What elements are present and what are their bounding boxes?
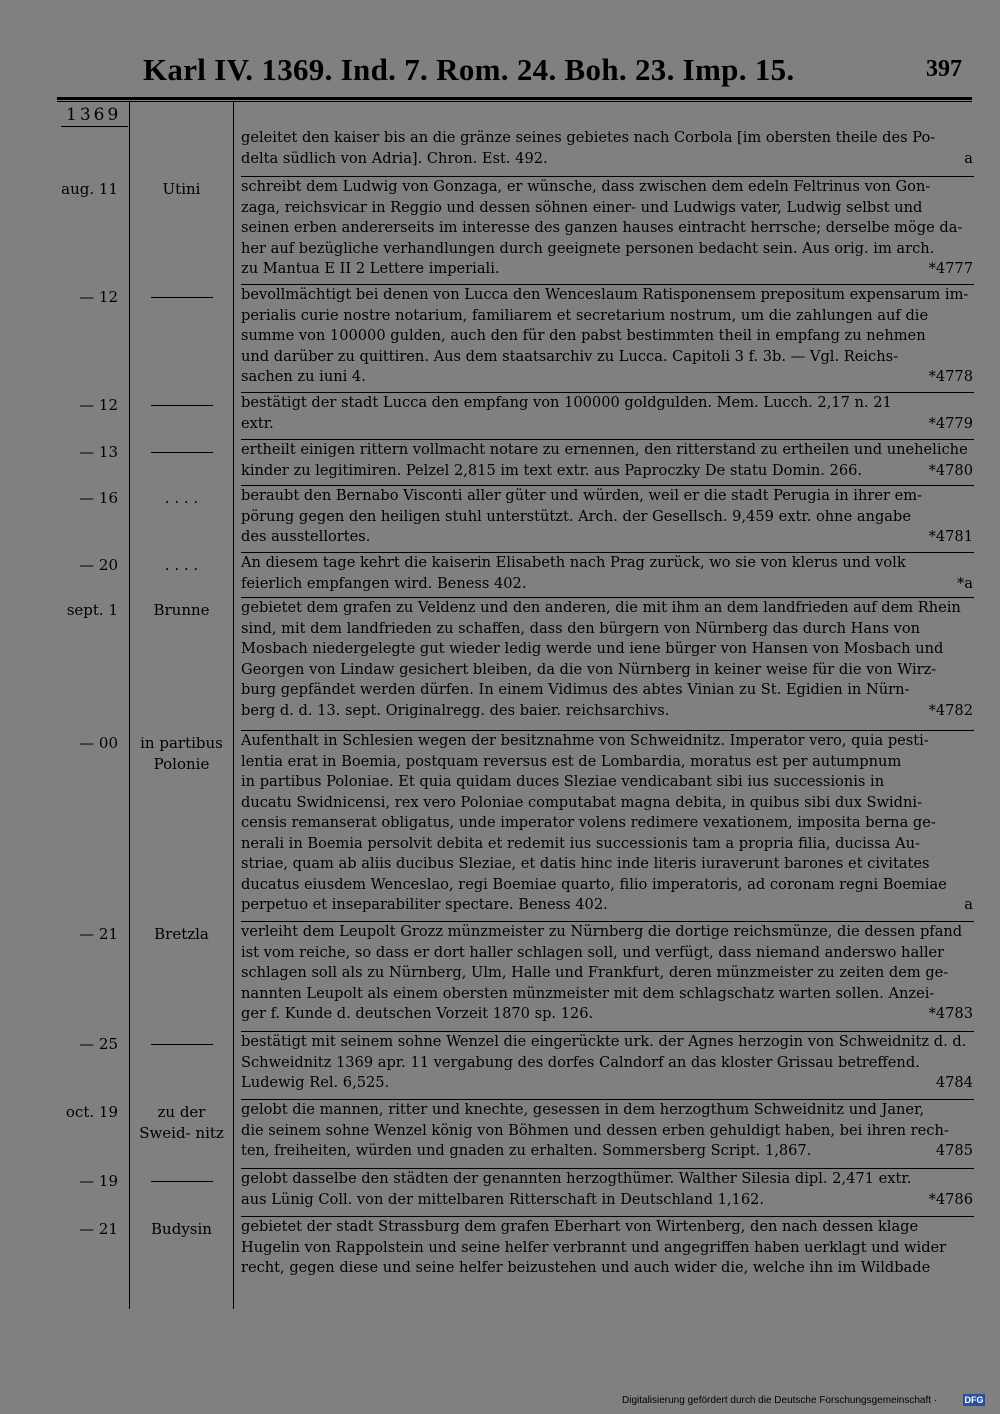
header-rule-thin [57, 101, 972, 102]
entry-separator [241, 392, 974, 393]
entry-text [241, 128, 973, 169]
entry-text-line [241, 326, 973, 347]
column-divider-date [129, 102, 130, 1309]
entry-date: — 13 [79, 443, 118, 461]
entry-text-line-content: seinen erben andererseits im interesse des ganzen hauses eintracht herrsche; derselbe möge da- [241, 219, 963, 236]
entry-text-line [241, 306, 973, 327]
entry-place [131, 1034, 232, 1045]
entry-place: Bretzla [154, 925, 209, 943]
entry-text-line [241, 834, 973, 855]
place-ditto-dash [151, 452, 213, 453]
entry-text-line-content: ist vom reiche, so dass er dort haller schlagen soll, und verfügt, dass niemand anderswo haller [241, 943, 945, 961]
entry-separator [241, 485, 974, 486]
entry-text-line [241, 660, 973, 681]
entry-text [241, 731, 973, 916]
entry-text-line-content: bestätigt mit seinem sohne Wenzel die eingerückte urk. der Agnes herzogin von Schweidnitz d. d. [241, 1033, 967, 1050]
entry-date: sept. 1 [66, 601, 118, 619]
entry-text-line-content: zu Mantua E II 2 Lettere imperiali. [241, 260, 500, 277]
entry-text-line-content: recht, gegen diese und seine helfer beizustehen und auch wider die, welche ihn im Wildbade [241, 1259, 931, 1276]
footer-credit: Digitalisierung gefördert durch die Deutsche Forschungsgemeinschaft · [622, 1395, 938, 1406]
entry-text-line [241, 1121, 973, 1142]
entry-date: oct. 19 [65, 1103, 118, 1121]
entry-place [131, 287, 232, 298]
entry-text-line [241, 259, 973, 280]
entry-text-line [241, 574, 973, 595]
entry-text [241, 1032, 973, 1094]
entry-text-line-content: nannten Leupolt als einem obersten münzmeister mit dem schlagschatz warten sollen. Anzei- [241, 984, 935, 1002]
entry-text [241, 393, 973, 434]
entry-separator [241, 1031, 974, 1032]
entry-text-line-content: gelobt die mannen, ritter und knechte, gesessen in dem herzogthum Schweidnitz und Janer, [241, 1101, 925, 1118]
entry-text-line [241, 393, 973, 414]
entry-text [241, 1169, 973, 1210]
entry-text-line-content: delta südlich von Adria]. Chron. Est. 492. [241, 149, 548, 167]
entry-text-line [241, 149, 973, 170]
entry-text-line-content: feierlich empfangen wird. Beness 402. [241, 574, 527, 592]
entry-separator [241, 730, 974, 731]
entry-place: . . . . [164, 556, 199, 574]
entry-text-line-content: extr. [241, 414, 274, 432]
year-label-box [57, 102, 128, 126]
entry-reference-number: 4785 [935, 1142, 973, 1159]
column-divider-place [233, 102, 234, 1309]
entry-text-line [241, 731, 973, 752]
entry-reference-number: *4786 [928, 1190, 973, 1208]
entry-text [241, 922, 973, 1025]
entry-separator [241, 439, 974, 440]
entry-text-line [241, 507, 973, 528]
entry-text-line [241, 772, 973, 793]
entry-separator [241, 597, 974, 598]
entry-text-line-content: verleiht dem Leupolt Grozz münzmeister zu Nürnberg die dortige reichsmünze, die dessen pfand [241, 923, 963, 940]
entry-text-line [241, 486, 973, 507]
entry-text-line [241, 813, 973, 834]
entry-separator [241, 921, 974, 922]
entry-text-line [241, 639, 973, 660]
entry-text-line-content: pörung gegen den heiligen stuhl unterstützt. Arch. der Gesellsch. 9,459 extr. ohne angabe [241, 507, 911, 525]
entry-text-line-content: ducatus eiusdem Wenceslao, regi Boemiae quarto, filio imperatoris, ad coronam regni Boemiae [241, 875, 947, 893]
entry-reference-number: *4782 [928, 701, 973, 719]
entry-text-line-content: censis remanserat obligatus, unde imperator volens redimere vexationem, imposita berna ge- [241, 814, 936, 831]
entry-text-line [241, 239, 973, 260]
entry-date: — 12 [79, 288, 118, 306]
entry-text-line-content: kinder zu legitimiren. Pelzel 2,815 im text extr. aus Paproczky De statu Domin. 266. [241, 461, 863, 479]
year-label: 1369 [66, 105, 122, 125]
entry-text-line [241, 1238, 973, 1259]
entry-text-line [241, 527, 973, 548]
entry-text-line [241, 128, 973, 149]
entry-text-line [241, 854, 973, 875]
entry-text-line-content: gebietet dem grafen zu Veldenz und den anderen, die mit ihm an dem landfrieden auf dem Rhein [241, 599, 961, 616]
entry-reference-number: *4781 [928, 528, 973, 545]
entry-date: — 20 [79, 556, 118, 574]
entry-text-line-content: berg d. d. 13. sept. Originalregg. des baier. reichsarchivs. [241, 701, 670, 719]
entry-text-line-content: bevollmächtigt bei denen von Lucca den Wenceslaum Ratisponensem prepositum expensarum im- [241, 286, 969, 303]
entry-text-line [241, 1053, 973, 1074]
entry-text-line-content: ger f. Kunde d. deutschen Vorzeit 1870 sp. 126. [241, 1005, 594, 1022]
entry-text-line [241, 701, 973, 722]
entry-text-line [241, 1217, 973, 1238]
entry-text-line-content: striae, quam ab aliis ducibus Sleziae, et datis hinc inde literis iuraverunt barones et civitates [241, 855, 930, 872]
entry-separator [241, 1099, 974, 1100]
entry-text-line [241, 875, 973, 896]
entry-text-line [241, 895, 973, 916]
entry-text [241, 553, 973, 594]
entry-reference-number: 4784 [935, 1074, 973, 1091]
entry-text-line-content: her auf bezügliche verhandlungen durch geeignete personen bedacht sein. Aus orig. im arch. [241, 239, 935, 257]
entry-date: — 21 [79, 925, 118, 943]
entry-text-line [241, 1100, 973, 1121]
entry-text-line-content: sachen zu iuni 4. [241, 368, 366, 385]
entry-place: zu der Sweid- nitz [139, 1103, 224, 1142]
entry-text-line-content: Aufenthalt in Schlesien wegen der besitznahme von Schweidnitz. Imperator vero, quia pesti- [241, 732, 929, 749]
entry-text-line-content: zaga, reichsvicar in Reggio und dessen söhnen einer- und Ludwigs vater, Ludwig selbst und [241, 198, 923, 216]
place-ditto-dash [151, 297, 213, 298]
entry-text-line [241, 984, 973, 1005]
entry-text-line [241, 440, 973, 461]
entry-text-line-content: Ludewig Rel. 6,525. [241, 1074, 390, 1091]
entry-place: Utini [162, 180, 201, 198]
entry-text-line [241, 793, 973, 814]
entry-text [241, 598, 973, 721]
entry-separator [241, 1216, 974, 1217]
entry-text-line-content: und darüber zu quittiren. Aus dem staatsarchiv zu Lucca. Capitoli 3 f. 3b. — Vgl. Reichs- [241, 347, 899, 365]
entry-text-line [241, 963, 973, 984]
entry-place [131, 442, 232, 453]
page-title: Karl IV. 1369. Ind. 7. Rom. 24. Boh. 23. Imp. 15. [143, 52, 795, 87]
entry-text-line [241, 619, 973, 640]
dfg-logo: DFG [964, 1395, 984, 1405]
entry-separator [241, 552, 974, 553]
entry-text-line-content: perpetuo et inseparabiliter spectare. Beness 402. [241, 896, 608, 913]
entry-place: . . . . [164, 489, 199, 507]
entry-text-line-content: aus Lünig Coll. von der mittelbaren Ritterschaft in Deutschland 1,162. [241, 1190, 765, 1208]
entry-text-line [241, 367, 973, 388]
entry-text [241, 440, 973, 481]
entry-text-line [241, 1258, 973, 1279]
entry-text-line [241, 1141, 973, 1162]
entry-text-line [241, 198, 973, 219]
entry-text-line-content: ertheilt einigen rittern vollmacht notare zu ernennen, den ritterstand zu ertheilen und uneheliche [241, 441, 968, 458]
entry-text-line [241, 461, 973, 482]
entry-text-line [241, 1169, 973, 1190]
entry-text-line-content: ten, freiheiten, würden und gnaden zu erhalten. Sommersberg Script. 1,867. [241, 1142, 812, 1159]
entry-text-line-content: schlagen soll als zu Nürnberg, Ulm, Halle und Frankfurt, deren münzmeister zu zeiten dem ge- [241, 964, 949, 981]
entry-reference-number: *4779 [928, 414, 973, 432]
entry-text-line-content: ducatu Swidnicensi, rex vero Poloniae computabat magna debita, in quibus sibi dux Swidni- [241, 793, 922, 811]
place-ditto-dash [151, 1181, 213, 1182]
entry-date: — 19 [79, 1172, 118, 1190]
entry-text-line [241, 680, 973, 701]
running-header [0, 52, 1000, 92]
entry-date: — 12 [79, 396, 118, 414]
entry-text-line-content: An diesem tage kehrt die kaiserin Elisabeth nach Prag zurück, wo sie von klerus und volk [241, 554, 906, 571]
entry-text [241, 177, 973, 280]
entry-text-line [241, 285, 973, 306]
place-ditto-dash [151, 1044, 213, 1045]
entry-text-line-content: burg gepfändet werden dürfen. In einem Vidimus des abtes Vinian zu St. Egidien in Nürn- [241, 681, 910, 698]
entry-reference-number: a [964, 896, 973, 913]
entry-separator [241, 1168, 974, 1169]
entry-text-line-content: bestätigt der stadt Lucca den empfang von 100000 goldgulden. Mem. Lucch. 2,17 n. 21 [241, 394, 892, 411]
entry-reference-number: a [964, 149, 973, 167]
entry-separator [241, 284, 974, 285]
entry-text-line-content: Hugelin von Rappolstein und seine helfer verbrannt und angegriffen haben uerklagt und wider [241, 1238, 947, 1256]
entry-text-line-content: gebietet der stadt Strassburg dem grafen Eberhart von Wirtenberg, den nach dessen klage [241, 1218, 919, 1235]
entry-text-line [241, 414, 973, 435]
entry-reference-number: *4778 [928, 368, 973, 385]
entry-text-line [241, 1032, 973, 1053]
entry-text-line [241, 1004, 973, 1025]
entry-text-line-content: sind, mit dem landfrieden zu schaffen, dass den bürgern von Nürnberg das durch Hans von [241, 619, 921, 637]
entry-date: — 25 [79, 1035, 118, 1053]
entry-place: in partibus Polonie [140, 734, 223, 773]
entry-text [241, 486, 973, 548]
entry-text-line-content: Schweidnitz 1369 apr. 11 vergabung des dorfes Calndorf an das kloster Grissau betreffend. [241, 1053, 920, 1071]
entry-text-line-content: schreibt dem Ludwig von Gonzaga, er wünsche, dass zwischen dem edeln Feltrinus von Gon- [241, 178, 931, 195]
entry-date: — 21 [79, 1220, 118, 1238]
entry-text-line-content: summe von 100000 gulden, auch den für den pabst bestimmten theil in empfang zu nehmen [241, 327, 926, 344]
entry-separator [241, 176, 974, 177]
entry-reference-number: *a [957, 574, 973, 592]
entry-text-line-content: die seinem sohne Wenzel könig von Böhmen und dessen erben gehuldigt haben, bei ihren rech- [241, 1121, 949, 1139]
entry-text [241, 285, 973, 388]
entry-reference-number: *4780 [928, 461, 973, 479]
entry-text-line [241, 1190, 973, 1211]
entry-text-line-content: beraubt den Bernabo Visconti aller güter und würden, weil er die stadt Perugia in ihrer em- [241, 487, 923, 504]
entry-text-line [241, 943, 973, 964]
entry-text-line-content: perialis curie nostre notarium, familiarem et secretarium nostrum, um die zahlungen auf die [241, 306, 929, 324]
entry-text-line [241, 1073, 973, 1094]
entry-place: Budysin [151, 1220, 212, 1238]
page-number: 397 [926, 56, 962, 82]
entry-text-line-content: Mosbach niedergelegte gut wieder ledig werde und iene bürger von Hansen von Mosbach und [241, 640, 944, 657]
entry-text-line-content: gelobt dasselbe den städten der genannten herzogthümer. Walther Silesia dipl. 2,471 extr. [241, 1170, 912, 1187]
entry-date: aug. 11 [61, 180, 118, 198]
entry-text-line [241, 922, 973, 943]
entry-text-line [241, 553, 973, 574]
entry-text-line [241, 598, 973, 619]
entry-text-line-content: des ausstellortes. [241, 528, 371, 545]
entry-text-line [241, 218, 973, 239]
entry-place [131, 395, 232, 406]
entry-reference-number: *4777 [928, 260, 973, 277]
entry-text [241, 1217, 973, 1279]
entry-text-line-content: Georgen von Lindaw gesichert bleiben, da die von Nürnberg in keiner weise für die von Wirz- [241, 660, 937, 678]
entry-text [241, 1100, 973, 1162]
entry-reference-number: *4783 [928, 1005, 973, 1022]
entry-text-line [241, 347, 973, 368]
place-ditto-dash [151, 405, 213, 406]
entry-text-line [241, 752, 973, 773]
entry-place: Brunne [153, 601, 210, 619]
entry-text-line-content: in partibus Poloniae. Et quia quidam duces Sleziae vendicabant sibi ius successionis in [241, 773, 885, 790]
entry-text-line-content: geleitet den kaiser bis an die gränze seines gebietes nach Corbola [im obersten theile des Po- [241, 129, 936, 146]
entry-text-line-content: nerali in Boemia persolvit debita et redemit ius successionis tam a propria filia, ducissa Au- [241, 834, 920, 852]
header-rule [57, 97, 972, 100]
entry-date: — 00 [79, 734, 118, 752]
entry-text-line [241, 177, 973, 198]
entry-text-line-content: lentia erat in Boemia, postquam reversus est de Lombardia, moratus est per autumpnum [241, 752, 902, 770]
year-underline [61, 126, 128, 127]
entry-place [131, 1171, 232, 1182]
entry-date: — 16 [79, 489, 118, 507]
